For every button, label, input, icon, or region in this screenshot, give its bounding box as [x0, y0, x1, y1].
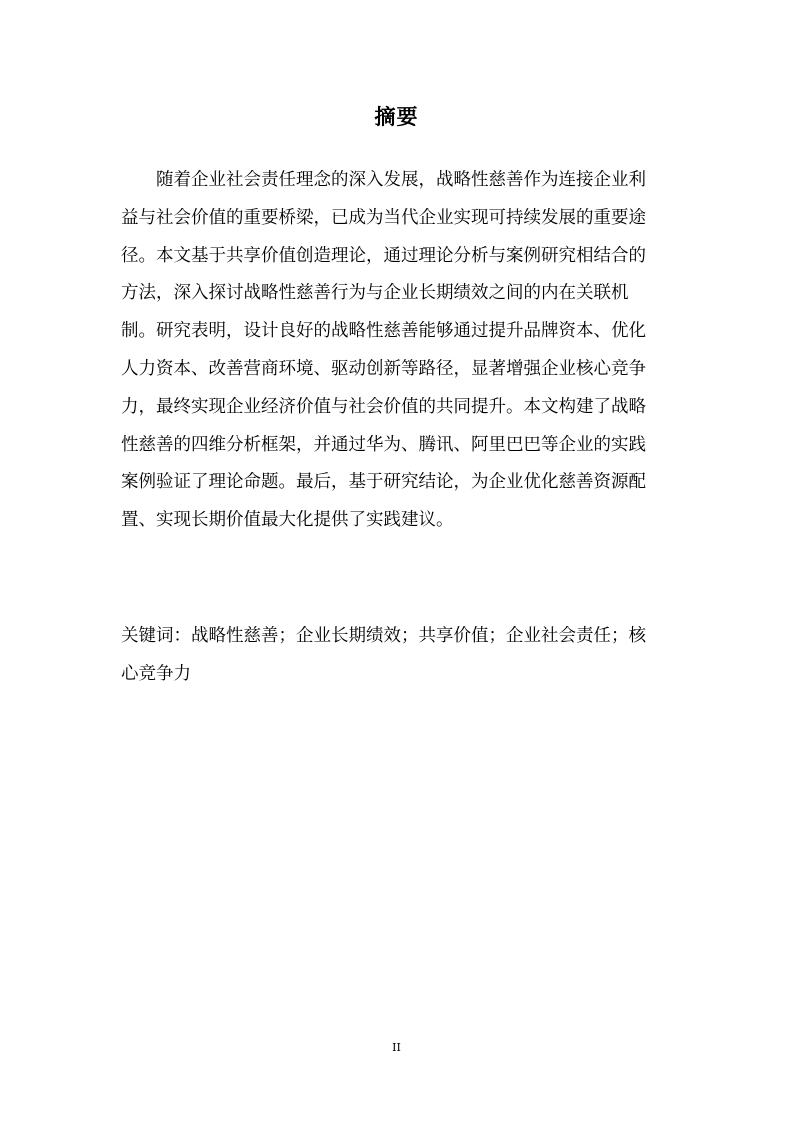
abstract-body [121, 162, 681, 540]
abstract-line-6: 人力资本、改善营商环境、驱动创新等路径，显著增强企业核心竞争 [121, 358, 646, 379]
abstract-line-7: 力，最终实现企业经济价值与社会价值的共同提升。本文构建了战略 [121, 396, 646, 417]
keywords-line-2: 心竞争力 [121, 663, 191, 684]
abstract-line-2: 益与社会价值的重要桥梁，已成为当代企业实现可持续发展的重要途 [121, 207, 646, 228]
abstract-line-5: 制。研究表明，设计良好的战略性慈善能够通过提升品牌资本、优化 [121, 321, 646, 342]
abstract-line-10: 置、实现长期价值最大化提供了实践建议。 [121, 510, 454, 531]
abstract-line-1: 随着企业社会责任理念的深入发展，战略性慈善作为连接企业利 [156, 170, 646, 190]
abstract-line-8: 性慈善的四维分析框架，并通过华为、腾讯、阿里巴巴等企业的实践 [121, 434, 646, 455]
keywords-section [121, 618, 681, 694]
abstract-title: 摘要 [374, 105, 419, 129]
abstract-line-3: 径。本文基于共享价值创造理论，通过理论分析与案例研究相结合的 [121, 245, 646, 266]
abstract-line-9: 案例验证了理论命题。最后，基于研究结论，为企业优化慈善资源配 [121, 472, 646, 493]
abstract-line-4: 方法，深入探讨战略性慈善行为与企业长期绩效之间的内在关联机 [121, 283, 629, 304]
keywords-line-1: 关键词：战略性慈善；企业长期绩效；共享价值；企业社会责任；核 [121, 626, 646, 646]
page-number: II [392, 1041, 401, 1054]
